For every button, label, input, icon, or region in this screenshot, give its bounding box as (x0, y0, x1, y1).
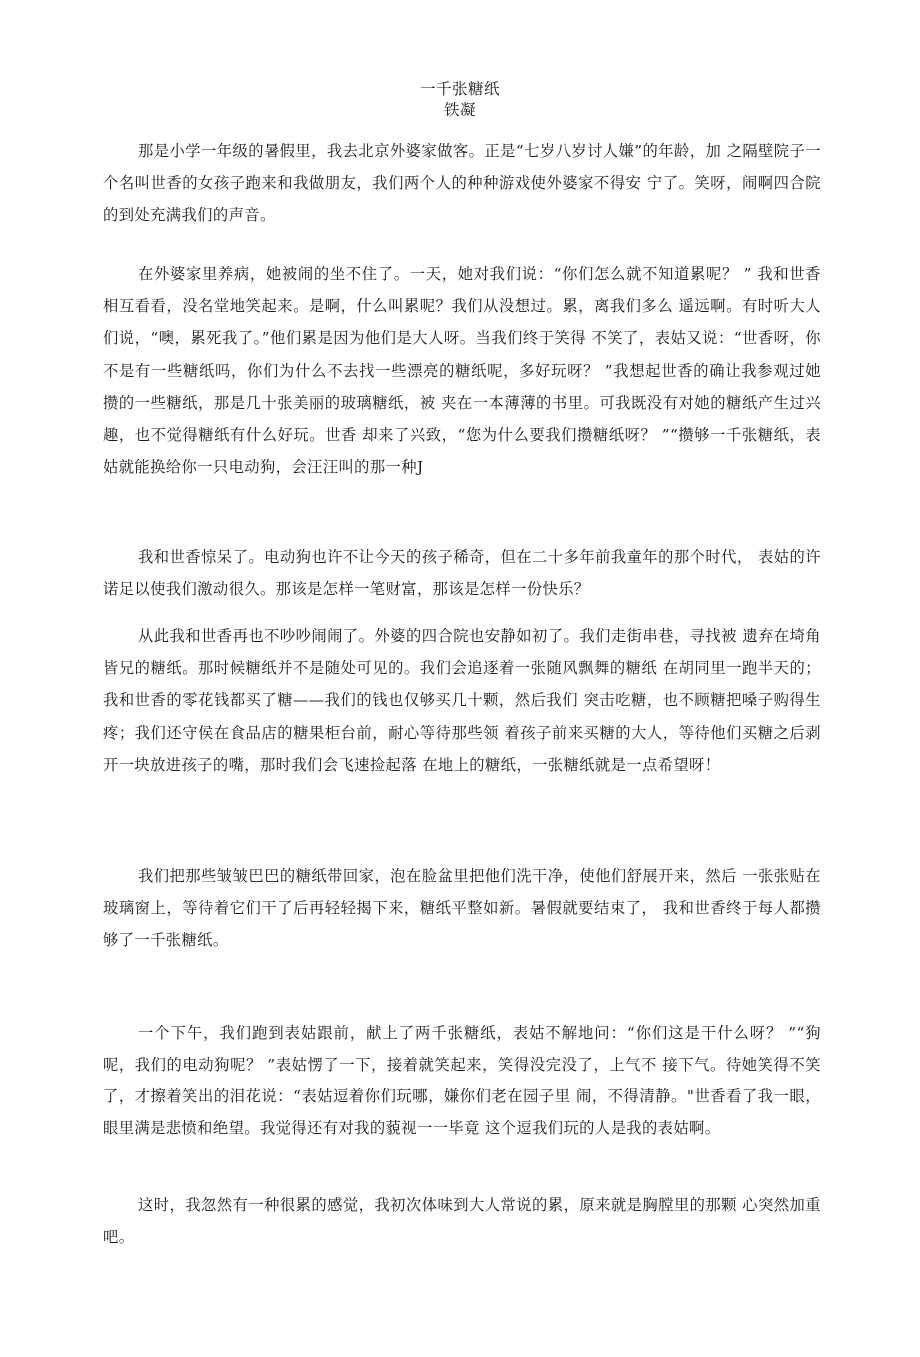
paragraph-7: 这时，我忽然有一种很累的感觉，我初次体味到大人常说的累，原来就是胸膛里的那颗 心突然加重吧。 (103, 1196, 821, 1247)
document-author: 铁凝 (443, 101, 476, 119)
paragraph-3: 我和世香惊呆了。电动狗也许不让今天的孩子稀奇，但在二十多年前我童年的那个时代， 表姑的许诺足以使我们激动很久。那该是怎样一笔财富，那该是怎样一份快乐？ (103, 548, 821, 599)
paragraph-1: 那是小学一年级的暑假里，我去北京外婆家做客。正是“七岁八岁讨人嫌”的年龄，加 之隔壁院子一个名叫世香的女孩子跑来和我做朋友，我们两个人的种种游戏使外婆家不得安 宁了。笑呀，闹啊四合院的到处充满我们的声音。 (103, 142, 821, 225)
paragraph-6: 一个下午，我们跑到表姑跟前，献上了两千张糖纸，表姑不解地问：“你们这是干什么呀？ ”“狗呢，我们的电动狗呢？ ”表姑愣了一下，接着就笑起来，笑得没完没了，上气不 接下气。待她笑得不笑了，才擦着笑出的泪花说：“表姑逗着你们玩哪，嫌你们老在园子里 闹，不得清静。"世香看了我一眼，眼里满是悲愤和绝望。我觉得还有对我的藐视一一毕竟 这个逗我们玩的人是我的表姑啊。 (103, 1024, 821, 1137)
paragraph-4: 从此我和世香再也不吵吵闹闹了。外婆的四合院也安静如初了。我们走街串巷，寻找被 遗弃在埼角皆兄的糖纸。那时候糖纸并不是随处可见的。我们会追逐着一张随风飘舞的糖纸 在胡同里一跑半天的；我和世香的零花钱都买了糖——我们的钱也仅够买几十颗，然后我们 突击吃糖，也不顾糖把嗓子购得生疼；我们还守侯在食品店的糖果柜台前，耐心等待那些领 着孩子前来买糖的大人，等待他们买糖之后剥开一块放进孩子的嘴，那时我们会飞速捡起落 在地上的糖纸，一张糖纸就是一点希望呀！ (103, 627, 821, 774)
paragraph-5: 我们把那些皱皱巴巴的糖纸带回家，泡在脸盆里把他们洗干净，使他们舒展开来，然后 一张张贴在玻璃窗上，等待着它们干了后再轻轻揭下来，糖纸平整如新。暑假就要结束了， 我和世香终于每人都攒够了一千张糖纸。 (103, 867, 821, 950)
document-title: 一千张糖纸 (419, 80, 500, 98)
paragraph-2: 在外婆家里养病，她被闹的坐不住了。一天，她对我们说：“你们怎么就不知道累呢？ ” 我和世香相互看看，没名堂地笑起来。是啊，什么叫累呢？我们从没想过。累，离我们多么 遥远啊。有时听大人们说，“噢，累死我了。”他们累是因为他们是大人呀。当我们终于笑得 不笑了，表姑又说：“世香呀，你不是有一些糖纸吗，你们为什么不去找一些漂亮的糖纸呢，多好玩呀？ ”我想起世香的确让我参观过她攒的一些糖纸，那是几十张美丽的玻璃糖纸，被 夹在一本薄薄的书里。可我既没有对她的糖纸产生过兴趣，也不觉得糖纸有什么好玩。世香 却来了兴致，“您为什么要我们攒糖纸呀？ ”“攒够一千张糖纸，表姑就能换给你一只电动狗，会汪汪叫的那一种J (103, 265, 821, 477)
